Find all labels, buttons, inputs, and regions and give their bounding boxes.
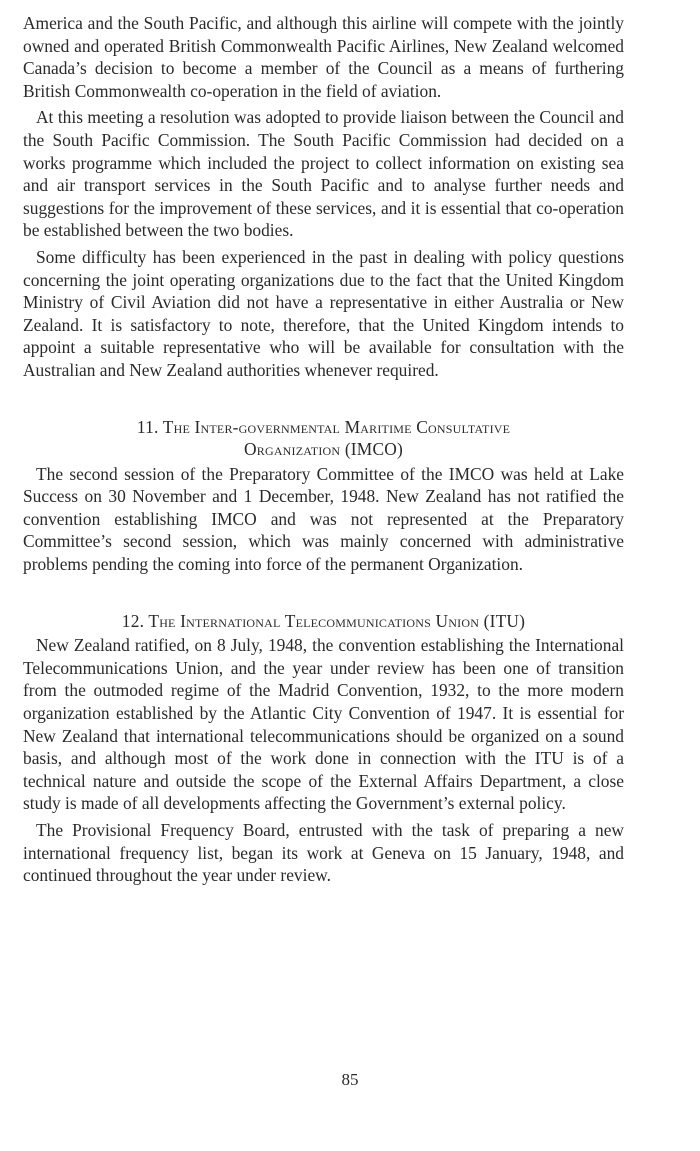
section-heading-itu-line: 12. The International Telecommunications Union (ITU) bbox=[121, 610, 526, 631]
section-heading-imco-line-2: Organization (IMCO) bbox=[243, 439, 404, 460]
paragraph-frequency-board: The Provisional Frequency Board, entrusted with the task of preparing a new international frequency list, began its work at Geneva on 15 January, 1948, and continued throughout the year under review. bbox=[23, 820, 624, 886]
section-heading-imco-line-1: 11. The Inter-governmental Maritime Consultative bbox=[136, 416, 511, 437]
paragraph-itu-ratification: New Zealand ratified, on 8 July, 1948, the convention establishing the International Telecommunications Union, and the year under review has been one of transition from the outmoded regime of the Madrid Convention, 1932, to the more modern organization established by the Atlantic City Convention of 1947. It is essential for New Zealand that international telecommunications should be organized on a sound basis, and although most of the work done in connection with the ITU is of a technical nature and outside the scope of the External Affairs Department, a close study is made of all developments affecting the Government’s external policy. bbox=[23, 635, 624, 814]
paragraph-imco-session: The second session of the Preparatory Committee of the IMCO was held at Lake Success on 30 November and 1 December, 1948. New Zealand has not ratified the convention establishing IMCO and was not represented at the Preparatory Committee’s second session, which was mainly concerned with administrative problems pending the coming into force of the permanent Organization. bbox=[23, 463, 624, 575]
section-heading-imco bbox=[23, 416, 624, 461]
paragraph-aviation-council: America and the South Pacific, and although this airline will compete with the jointly owned and operated British Commonwealth Pacific Airlines, New Zealand welcomed Canada’s decision to become a member of the Council as a means of furthering British Commonwealth co-operation in the field of aviation. bbox=[23, 13, 624, 101]
section-heading-itu bbox=[23, 610, 624, 633]
paragraph-joint-operating: Some difficulty has been experienced in the past in dealing with policy questions concerning the joint operating organizations due to the fact that the United Kingdom Ministry of Civil Aviation did not have a representative in either Australia or New Zealand. It is satisfactory to note, therefore, that the United Kingdom intends to appoint a suitable representative who will be available for consultation with the Australian and New Zealand authorities whenever required. bbox=[23, 246, 624, 380]
paragraph-liaison-resolution: At this meeting a resolution was adopted to provide liaison between the Council and the South Pacific Commission. The South Pacific Commission had decided on a works programme which included the project to collect information on existing sea and air transport services in the South Pacific and to analyse further needs and suggestions for the improvement of these services, and it is essential that co-operation be established between the two bodies. bbox=[23, 107, 624, 241]
page-number: 85 bbox=[341, 1070, 359, 1089]
document-page bbox=[23, 12, 624, 887]
